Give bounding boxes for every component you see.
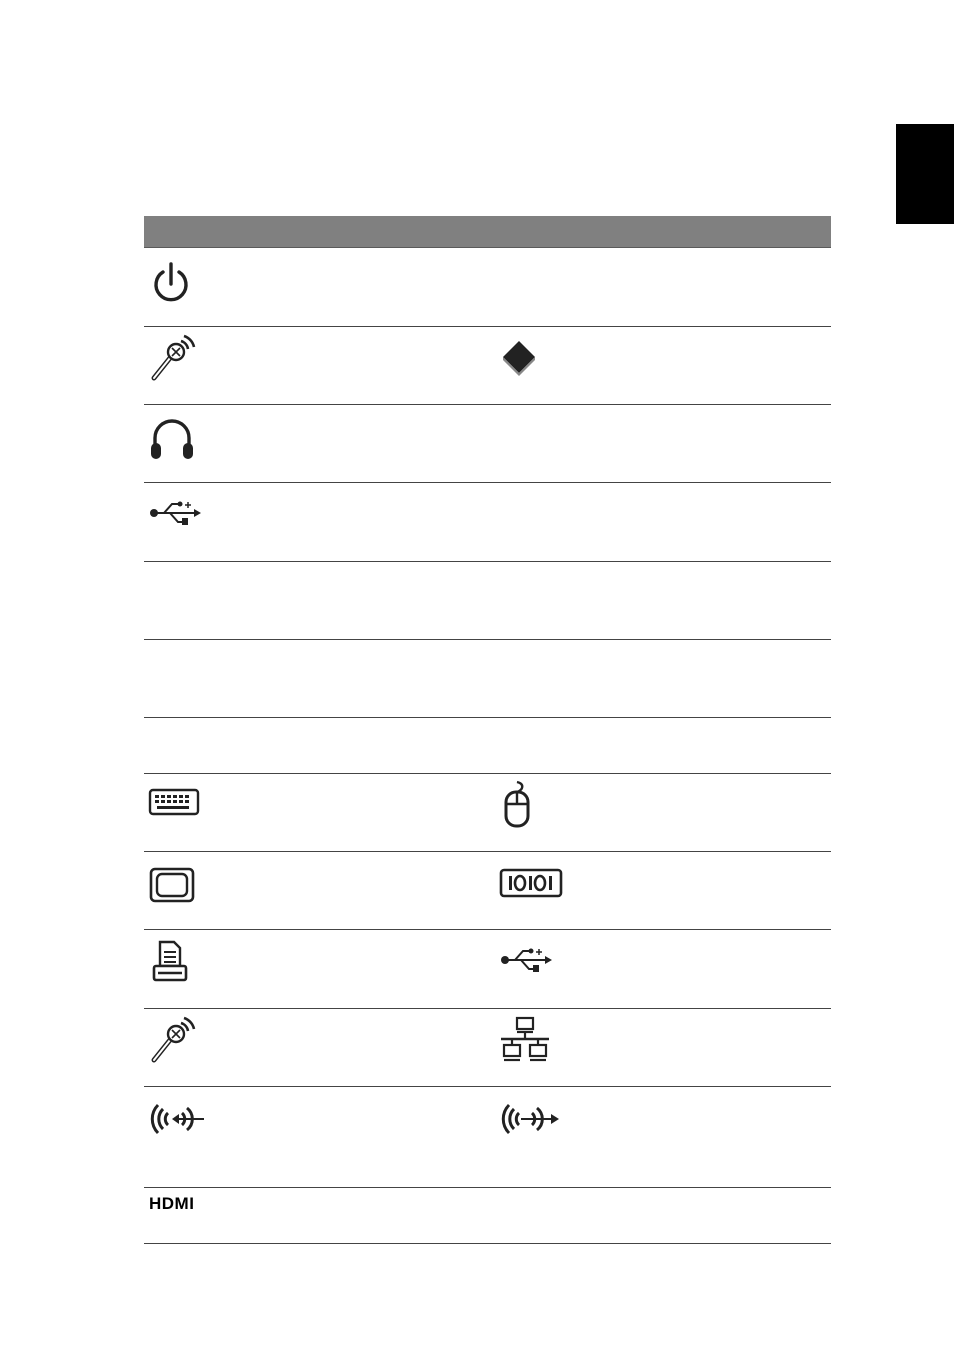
mouse-icon — [499, 780, 535, 830]
line-in-icon — [148, 1099, 206, 1139]
table-row — [144, 562, 831, 640]
headphones-icon — [148, 417, 198, 461]
table-row — [144, 483, 831, 562]
microphone-icon — [148, 334, 200, 382]
side-thumb-tab — [896, 124, 954, 224]
hdmi-label: HDMI — [149, 1194, 195, 1213]
monitor-icon — [148, 867, 196, 903]
power-icon — [148, 260, 194, 306]
table-row — [144, 1188, 831, 1244]
line-out-icon — [499, 1099, 561, 1139]
table-row — [144, 852, 831, 930]
printer-icon — [148, 940, 192, 984]
table-row — [144, 1009, 831, 1087]
table-row — [144, 640, 831, 718]
usb-icon — [499, 946, 553, 974]
table-row — [144, 930, 831, 1009]
network-icon — [499, 1015, 551, 1065]
serial-port-icon — [499, 868, 563, 898]
table-row — [144, 248, 831, 327]
table-row — [144, 405, 831, 483]
usb-icon — [148, 499, 202, 527]
table-row — [144, 327, 831, 405]
microphone-icon — [148, 1016, 200, 1064]
port-icon-table — [144, 216, 831, 1244]
table-row — [144, 718, 831, 774]
table-header-bar — [144, 216, 831, 248]
table-row — [144, 1087, 831, 1188]
table-row — [144, 774, 831, 852]
keyboard-icon — [148, 788, 200, 816]
media-card-icon — [499, 339, 539, 379]
